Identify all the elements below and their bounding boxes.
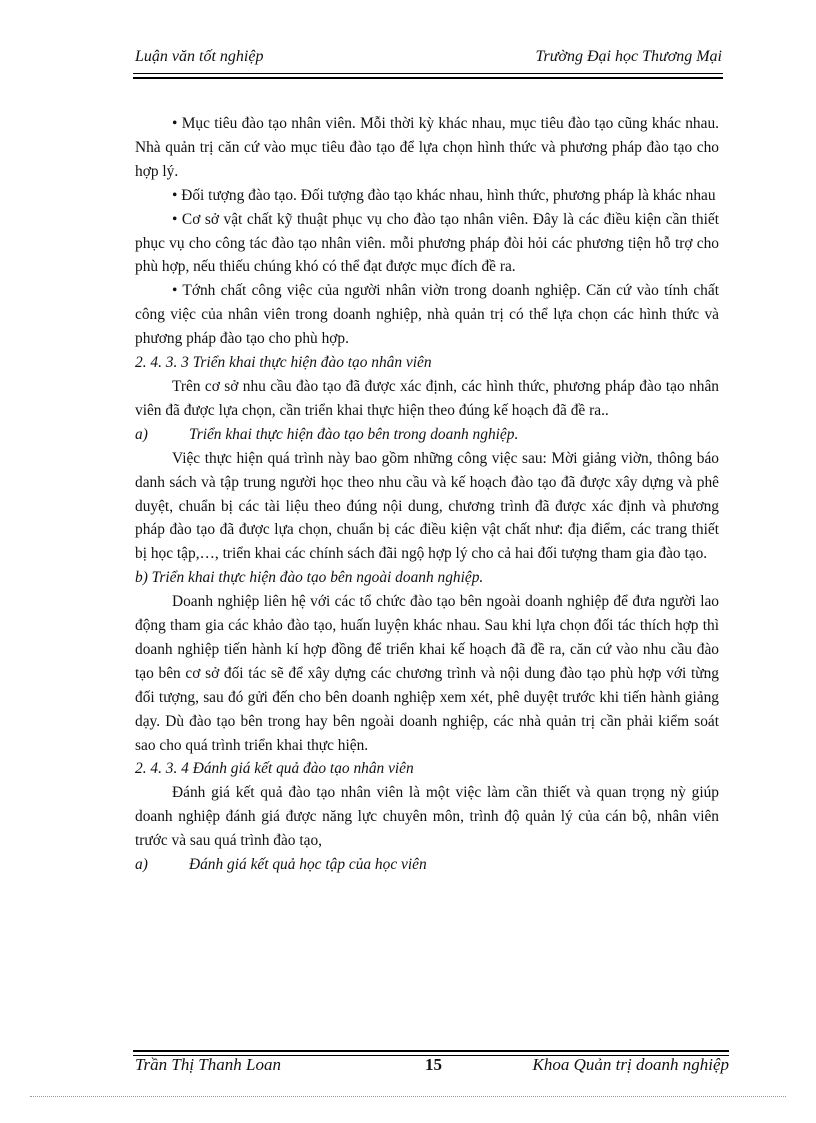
page-header [135,48,722,70]
bullet-training-objective: • Mục tiêu đào tạo nhân viên. Mỗi thời kỳ khác nhau, mục tiêu đào tạo cũng khác nhau. Nhà quản trị căn cứ vào mục tiêu đào tạo để lựa chọn hình thức và phương pháp đào tạo cho hợp lý. [135,115,719,180]
page-number: 15 [425,1055,442,1074]
header-rule [133,73,723,79]
paragraph-evaluation-intro: Đánh giá kết quả đào tạo nhân viên là một việc làm cần thiết và quan trọng nỳ giúp doanh nghiệp đánh giá được năng lực chuyên môn, trình độ quản lý của cán bộ, nhân viên trước và sau quá trình đào tạo, [135,784,719,850]
paragraph-implementation-intro: Trên cơ sở nhu cầu đào tạo đã được xác định, các hình thức, phương pháp đào tạo nhân viên đã được lựa chọn, cần triển khai thực hiện theo đúng kế hoạch đã đề ra.. [135,377,719,419]
bullet-training-target: • Đối tượng đào tạo. Đối tượng đào tạo khác nhau, hình thức, phương pháp là khác nhau [172,186,716,204]
paragraph-internal-training: Việc thực hiện quá trình này bao gồm những công việc sau: Mời giảng viờn, thông báo danh sách và tập trung người học theo nhu cầu và kế hoạch đào tạo đã được xây dựng và phê duyệt, chuẩn bị các tài liệu theo đúng nội dung, chương trình đã được xác định và phương pháp đào tạo đã được lựa chọn, chuẩn bị các điều kiện vật chất như: địa điểm, các trang thiết bị học tập,…, triển khai các chính sách đãi ngộ hợp lý cho cả hai đối tượng tham gia đào tạo. [135,449,719,563]
subheading-learner-evaluation [135,853,719,877]
subheading-internal-training [135,423,719,447]
section-heading-2-4-3-4: 2. 4. 3. 4 Đánh giá kết quả đào tạo nhân viên [135,760,414,778]
subheading-internal-text: Triển khai thực hiện đào tạo bên trong doanh nghiệp. [189,425,519,443]
paragraph-external-training: Doanh nghiệp liên hệ với các tổ chức đào tạo bên ngoài doanh nghiệp để đưa người lao động tham gia các khảo đào tạo, huấn luyện khác nhau. Sau khi lựa chọn đối tác thích hợp thì doanh nghiệp tiến hành kí hợp đồng để triển khai kế hoạch đã đề ra, căn cứ vào nhu cầu đào tạo bên cơ sở đối tác sẽ để xây dựng các chương trình và nội dung đào tạo phù hợp với từng đối tượng, sau đó gửi đến cho bên doanh nghiệp xem xét, phê duyệt trước khi tiến hành giảng dạy. Dù đào tạo bên trong hay bên ngoài doanh nghiệp, các nhà quản trị cần phải kiểm soát sao cho quá trình triển khai thực hiện. [135,593,719,754]
section-heading-2-4-3-3: 2. 4. 3. 3 Triển khai thực hiện đào tạo nhân viên [135,354,432,372]
header-university: Trường Đại học Thương Mại [535,48,722,65]
footer-faculty: Khoa Quản trị doanh nghiệp [532,1055,729,1074]
page-footer [135,1055,729,1079]
header-thesis-label: Luận văn tốt nghiệp [135,48,264,65]
page-body [135,112,719,877]
footer-author: Trần Thị Thanh Loan [135,1055,281,1074]
page-bottom-dotted-line [30,1096,786,1097]
bullet-job-nature: • Tớnh chất công việc của người nhân viờn trong doanh nghiệp. Căn cứ vào tính chất công việc của nhân viên trong doanh nghiệp, nhà quản trị có thể lựa chọn các hình thức và phương pháp đào tạo cho phù hợp. [135,282,719,348]
bullet-facilities: • Cơ sở vật chất kỹ thuật phục vụ cho đào tạo nhân viên. Đây là các điều kiện cần thiết phục vụ cho công tác đào tạo nhân viên. mỗi phương pháp đòi hỏi các phương tiện hỗ trợ cho phù hợp, nếu thiếu chúng khó có thể đạt được mục đích đề ra. [135,210,719,276]
subheading-external-training: b) Triển khai thực hiện đào tạo bên ngoài doanh nghiệp. [135,569,484,587]
subheading-learner-text: Đánh giá kết quả học tập của học viên [189,856,427,874]
subheading-label-a: a) [135,425,148,443]
subheading-label-a-2: a) [135,856,148,874]
